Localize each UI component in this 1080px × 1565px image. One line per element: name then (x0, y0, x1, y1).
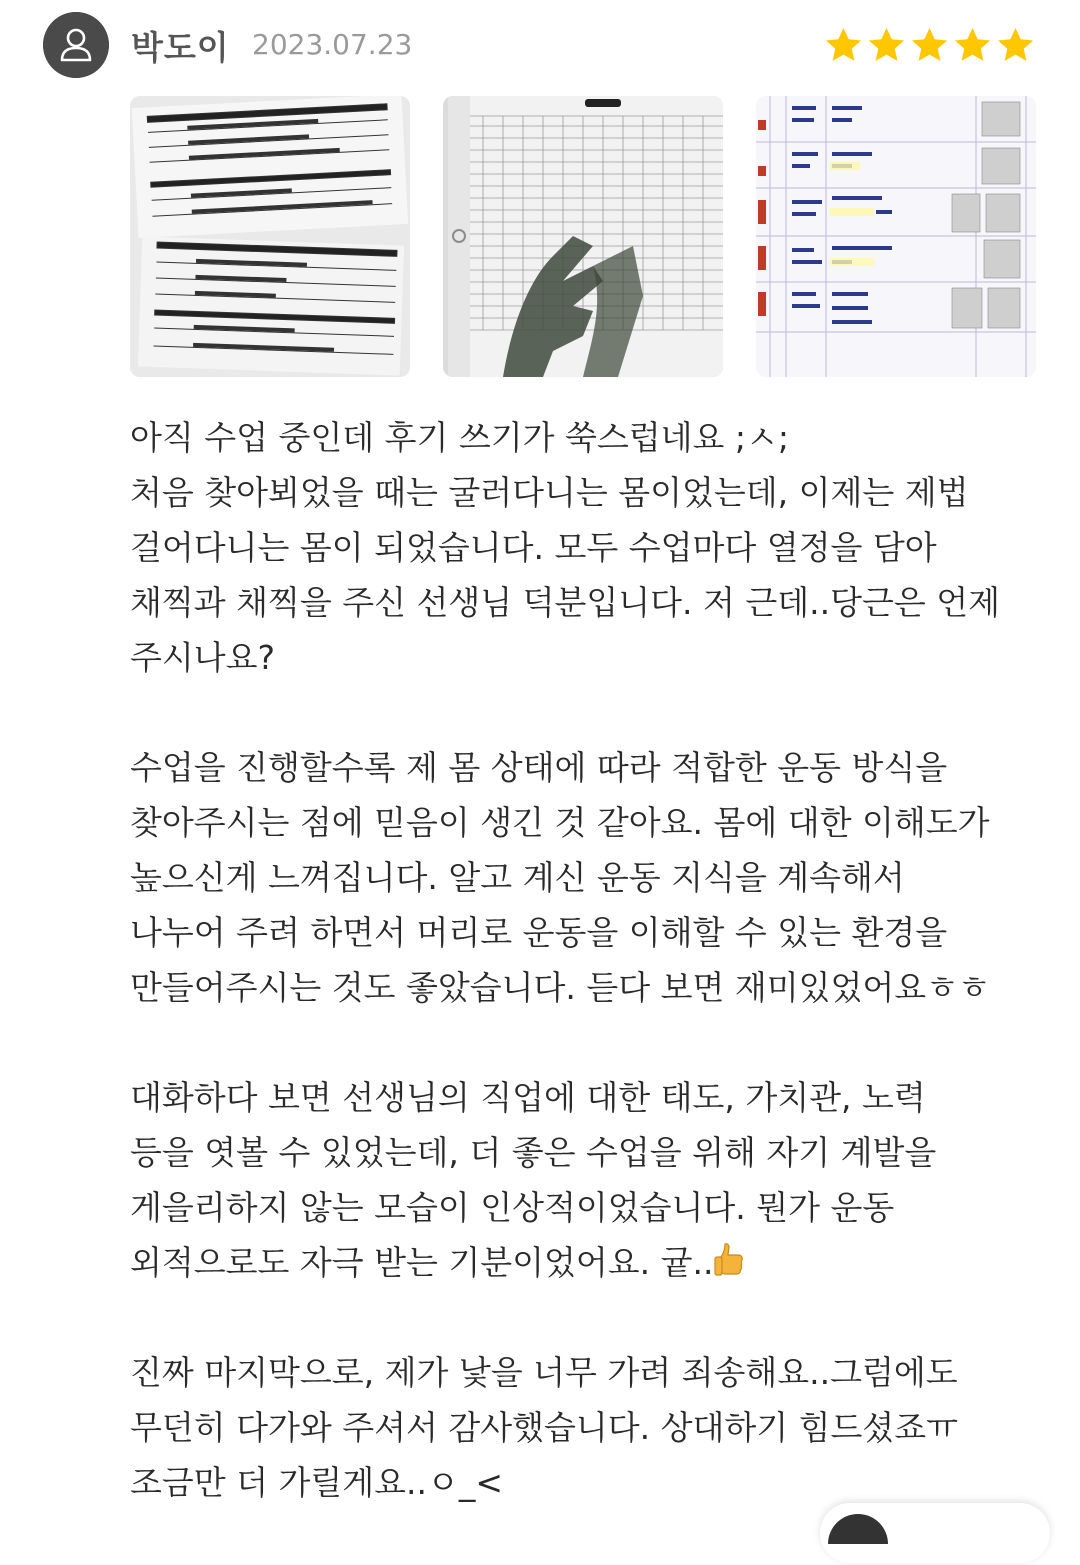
thumbs-up-icon (713, 1240, 747, 1280)
review-line: 등을 엿볼 수 있었는데, 더 좋은 수업을 위해 자기 계발을 (130, 1133, 937, 1172)
review-photo-2[interactable] (443, 96, 723, 377)
review-line: 무던히 다가와 주셔서 감사했습니다. 상대하기 힘드셨죠ㅠ (130, 1408, 959, 1447)
exercise-plan-table-photo (756, 96, 1036, 377)
review-line: 채찍과 채찍을 주신 선생님 덕분입니다. 저 근데..당근은 언제 (130, 583, 1000, 622)
review-line: 찾아주시는 점에 믿음이 생긴 것 같아요. 몸에 대한 이해도가 (130, 803, 990, 842)
star-icon (822, 24, 865, 67)
avatar[interactable] (43, 12, 109, 78)
star-icon (994, 24, 1037, 67)
star-icon (951, 24, 994, 67)
review-date: 2023.07.23 (252, 28, 413, 61)
review-line: 진짜 마지막으로, 제가 낯을 너무 가려 죄송해요..그럼에도 (130, 1353, 958, 1392)
star-rating (822, 24, 1037, 67)
review-line: 주시나요? (130, 638, 276, 677)
review-line: 조금만 더 가릴게요..ㅇ_< (130, 1463, 504, 1502)
review-line: 처음 찾아뵈었을 때는 굴러다니는 몸이었는데, 이제는 제법 (130, 473, 969, 512)
review-line: 높으신게 느껴집니다. 알고 계신 운동 지식을 계속해서 (130, 858, 905, 897)
inbody-result-sheet-photo (130, 96, 410, 377)
review-header (0, 0, 1080, 90)
review-line: 대화하다 보면 선생님의 직업에 대한 태도, 가치관, 노력 (130, 1078, 926, 1117)
review-line-with-emoji (130, 1235, 1050, 1290)
review-photo-1[interactable] (130, 96, 410, 377)
review-photos (130, 96, 1036, 378)
review-paragraph (130, 740, 1050, 1015)
review-line: 아직 수업 중인데 후기 쓰기가 쑥스럽네요 ;ㅅ; (130, 418, 789, 457)
review-text (130, 410, 1050, 1565)
review-line-text: 외적으로도 자극 받는 기분이었어요. 귵.. (130, 1243, 714, 1282)
review-paragraph (130, 1345, 1050, 1510)
user-icon (43, 12, 109, 78)
workout-log-sheet-photo (443, 96, 723, 377)
review-paragraph (130, 410, 1050, 685)
star-icon (908, 24, 951, 67)
review-line: 만들어주시는 것도 좋았습니다. 듣다 보면 재미있었어요ㅎㅎ (130, 968, 990, 1007)
review-line: 수업을 진행할수록 제 몸 상태에 따라 적합한 운동 방식을 (130, 748, 948, 787)
star-icon (865, 24, 908, 67)
review-line: 나누어 주려 하면서 머리로 운동을 이해할 수 있는 환경을 (130, 913, 948, 952)
review-paragraph (130, 1070, 1050, 1290)
reviewer-name: 박도이 (131, 28, 230, 67)
review-line: 걸어다니는 몸이 되었습니다. 모두 수업마다 열정을 담아 (130, 528, 937, 567)
review-line: 게을리하지 않는 모습이 인상적이었습니다. 뭔가 운동 (130, 1188, 895, 1227)
review-photo-3[interactable] (756, 96, 1036, 377)
